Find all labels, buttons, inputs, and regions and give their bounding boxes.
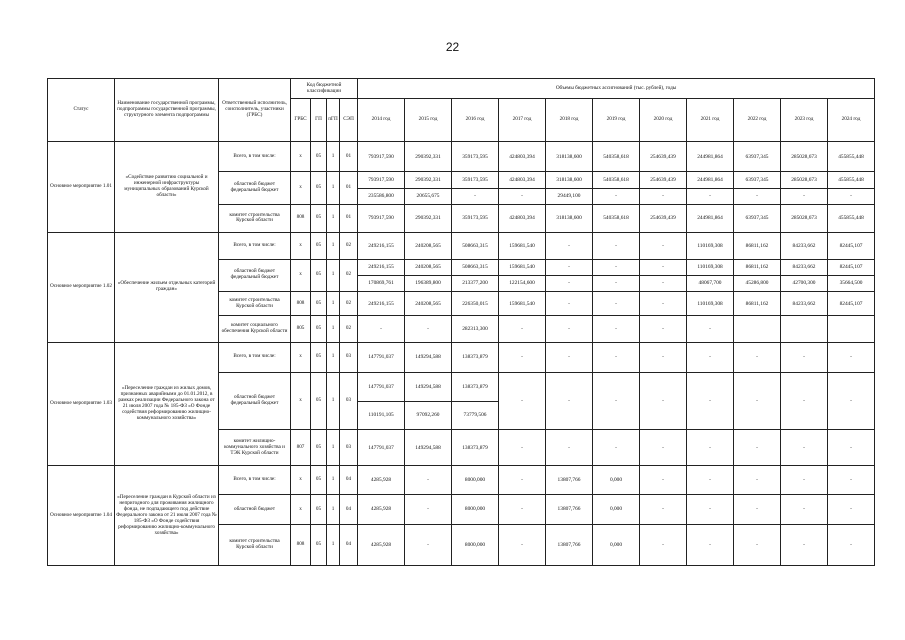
- value-cell: -: [781, 342, 828, 372]
- value-cell: 424803,394: [499, 204, 546, 232]
- value-cell: 359173,595: [452, 172, 499, 188]
- value-cell: -: [546, 275, 593, 291]
- code-gp: 05: [311, 172, 327, 204]
- code-pgp: 1: [327, 259, 340, 291]
- code-sep: 02: [340, 291, 358, 315]
- value-cell: 359173,595: [452, 141, 499, 171]
- value-cell: 84233,662: [781, 259, 828, 275]
- value-cell: 244981,864: [687, 141, 734, 171]
- value-cell: -: [640, 494, 687, 524]
- value-cell: 4285,928: [358, 525, 405, 566]
- value-cell: 254639,439: [640, 204, 687, 232]
- value-cell: -: [593, 429, 640, 466]
- table-row: [48, 466, 875, 494]
- code-pgp: 1: [327, 342, 340, 372]
- value-cell: 86811,162: [734, 259, 781, 275]
- value-cell: 0,000: [593, 494, 640, 524]
- value-cell: 35664,500: [828, 275, 875, 291]
- value-cell: 45286,800: [734, 275, 781, 291]
- code-sep: 04: [340, 494, 358, 524]
- code-pgp: 1: [327, 316, 340, 342]
- value-cell: -: [828, 494, 875, 524]
- header-year: 2014 год: [358, 99, 405, 142]
- code-sep: 04: [340, 466, 358, 494]
- value-cell: 8000,000: [452, 494, 499, 524]
- value-cell: 147791,037: [358, 342, 405, 372]
- value-cell: 249216,155: [358, 259, 405, 275]
- code-pgp: 1: [327, 494, 340, 524]
- value-cell: -: [687, 342, 734, 372]
- value-cell: -: [781, 429, 828, 466]
- value-cell: 318138,600: [546, 172, 593, 188]
- code-gp: 05: [311, 525, 327, 566]
- value-cell: -: [640, 259, 687, 275]
- code-grbs: х: [291, 373, 311, 430]
- value-cell: 540358,618: [593, 172, 640, 188]
- code-grbs: 808: [291, 525, 311, 566]
- value-cell: [828, 316, 875, 342]
- value-cell: 282313,300: [452, 316, 499, 342]
- code-grbs: х: [291, 466, 311, 494]
- value-cell: 149294,588: [405, 429, 452, 466]
- value-cell: 86811,162: [734, 291, 781, 315]
- value-cell: 793917,590: [358, 204, 405, 232]
- value-cell: -: [640, 373, 687, 430]
- value-cell: 285028,673: [781, 172, 828, 188]
- status-cell: Основное мероприятие 1.03: [48, 342, 115, 466]
- value-cell: -: [640, 188, 687, 204]
- value-cell: 170869,761: [358, 275, 405, 291]
- value-cell: -: [499, 466, 546, 494]
- value-cell: -: [499, 494, 546, 524]
- responsible-cell: Всего, в том числе:: [219, 141, 291, 171]
- value-cell: 240208,565: [405, 233, 452, 259]
- value-cell: 86811,162: [734, 233, 781, 259]
- responsible-cell: областной бюджет федеральный бюджет: [219, 259, 291, 291]
- value-cell: -: [640, 342, 687, 372]
- value-cell: 110169,308: [687, 291, 734, 315]
- code-sep: 02: [340, 259, 358, 291]
- value-cell: 424803,394: [499, 172, 546, 188]
- value-cell: 84233,662: [781, 291, 828, 315]
- value-cell: -: [734, 373, 781, 430]
- value-cell: 8000,000: [452, 466, 499, 494]
- value-cell: 254639,439: [640, 172, 687, 188]
- code-gp: 05: [311, 342, 327, 372]
- value-cell: 4285,928: [358, 466, 405, 494]
- code-grbs: х: [291, 494, 311, 524]
- value-cell: 138373,879: [452, 373, 499, 401]
- value-cell: -: [593, 233, 640, 259]
- value-cell: 290392,331: [405, 204, 452, 232]
- value-cell: 249216,155: [358, 233, 405, 259]
- value-cell: -: [640, 525, 687, 566]
- value-cell: -: [781, 373, 828, 430]
- code-grbs: 808: [291, 291, 311, 315]
- value-cell: -: [546, 233, 593, 259]
- value-cell: 63937,345: [734, 141, 781, 171]
- responsible-cell: комитет строительства Курской области: [219, 525, 291, 566]
- value-cell: -: [640, 275, 687, 291]
- value-cell: 13807,766: [546, 525, 593, 566]
- value-cell: 254639,439: [640, 141, 687, 171]
- value-cell: 508663,315: [452, 259, 499, 275]
- code-pgp: 1: [327, 204, 340, 232]
- value-cell: -: [546, 316, 593, 342]
- value-cell: -: [546, 342, 593, 372]
- value-cell: 147791,037: [358, 429, 405, 466]
- code-grbs: х: [291, 259, 311, 291]
- code-pgp: 1: [327, 525, 340, 566]
- value-cell: -: [640, 316, 687, 342]
- value-cell: -: [499, 188, 546, 204]
- value-cell: 63937,345: [734, 172, 781, 188]
- value-cell: -: [687, 373, 734, 430]
- value-cell: 138373,879: [452, 429, 499, 466]
- value-cell: -: [781, 188, 828, 204]
- value-cell: 13807,766: [546, 494, 593, 524]
- code-grbs: х: [291, 342, 311, 372]
- value-cell: -: [499, 373, 546, 430]
- code-sep: 01: [340, 141, 358, 171]
- value-cell: -: [687, 188, 734, 204]
- name-cell: «Обеспечение жильем отдельных категорий граждан»: [115, 233, 219, 343]
- code-pgp: 1: [327, 172, 340, 204]
- value-cell: -: [546, 373, 593, 430]
- value-cell: 244981,864: [687, 204, 734, 232]
- value-cell: 110169,308: [687, 259, 734, 275]
- code-gp: 05: [311, 494, 327, 524]
- budget-table: [47, 78, 875, 566]
- value-cell: 285028,673: [781, 204, 828, 232]
- value-cell: 159681,540: [499, 291, 546, 315]
- value-cell: 48067,700: [687, 275, 734, 291]
- code-sep: 02: [340, 233, 358, 259]
- code-sep: 01: [340, 172, 358, 204]
- code-gp: 05: [311, 204, 327, 232]
- responsible-cell: Всего, в том числе:: [219, 342, 291, 372]
- header-volume-group: Объемы бюджетных ассигнований (тыс. рублей), годы: [358, 79, 875, 99]
- header-year: 2015 год: [405, 99, 452, 142]
- code-pgp: 1: [327, 466, 340, 494]
- value-cell: -: [828, 373, 875, 430]
- value-cell: 213377,200: [452, 275, 499, 291]
- responsible-cell: областной бюджет федеральный бюджет: [219, 172, 291, 204]
- value-cell: -: [734, 466, 781, 494]
- code-pgp: 1: [327, 141, 340, 171]
- value-cell: 226350,015: [452, 291, 499, 315]
- value-cell: -: [593, 275, 640, 291]
- value-cell: -: [687, 316, 734, 342]
- value-cell: -: [687, 429, 734, 466]
- header-year: 2023 год: [781, 99, 828, 142]
- header-status: Статус: [48, 79, 115, 142]
- value-cell: -: [828, 188, 875, 204]
- value-cell: -: [593, 259, 640, 275]
- value-cell: 82445,107: [828, 259, 875, 275]
- value-cell: -: [640, 466, 687, 494]
- page-number: 22: [445, 40, 460, 54]
- value-cell: -: [734, 342, 781, 372]
- value-cell: -: [734, 429, 781, 466]
- value-cell: -: [640, 291, 687, 315]
- value-cell: 455855,448: [828, 172, 875, 188]
- value-cell: -: [405, 525, 452, 566]
- header-year: 2018 год: [546, 99, 593, 142]
- code-grbs: 808: [291, 204, 311, 232]
- value-cell: 196389,800: [405, 275, 452, 291]
- value-cell: -: [499, 342, 546, 372]
- value-cell: -: [593, 373, 640, 430]
- header-sep: СЭП: [340, 99, 358, 142]
- value-cell: -: [734, 494, 781, 524]
- value-cell: 359173,595: [452, 204, 499, 232]
- value-cell: 159681,540: [499, 233, 546, 259]
- value-cell: 240208,565: [405, 291, 452, 315]
- value-cell: -: [640, 429, 687, 466]
- code-gp: 05: [311, 429, 327, 466]
- value-cell: 793917,590: [358, 172, 405, 188]
- name-cell: «Переселение граждан из жилых домов, признанных аварийными до 01.01.2012, в рамках реализации Федерального закона от 21 июля 2007 года № 185-ФЗ «О Фонде содействия реформированию жилищно-коммунального хозяйства»: [115, 342, 219, 466]
- responsible-cell: комитет жилищно-коммунального хозяйства и ТЭК Курской области: [219, 429, 291, 466]
- value-cell: -: [781, 466, 828, 494]
- value-cell: 147791,037: [358, 373, 405, 401]
- responsible-cell: Всего, в том числе:: [219, 233, 291, 259]
- code-grbs: х: [291, 233, 311, 259]
- value-cell: -: [687, 494, 734, 524]
- code-pgp: 1: [327, 429, 340, 466]
- header-year: 2020 год: [640, 99, 687, 142]
- code-grbs: 805: [291, 316, 311, 342]
- value-cell: -: [781, 525, 828, 566]
- value-cell: 240208,565: [405, 259, 452, 275]
- value-cell: 285028,673: [781, 141, 828, 171]
- value-cell: 318138,600: [546, 141, 593, 171]
- value-cell: -: [358, 316, 405, 342]
- value-cell: 110169,308: [687, 233, 734, 259]
- code-grbs: 807: [291, 429, 311, 466]
- value-cell: -: [640, 233, 687, 259]
- header-year: 2019 год: [593, 99, 640, 142]
- responsible-cell: комитет социального обеспечения Курской области: [219, 316, 291, 342]
- value-cell: 244981,864: [687, 172, 734, 188]
- value-cell: [734, 316, 781, 342]
- value-cell: -: [405, 466, 452, 494]
- value-cell: 13807,766: [546, 466, 593, 494]
- value-cell: -: [546, 429, 593, 466]
- status-cell: Основное мероприятие 1.04: [48, 466, 115, 566]
- value-cell: 290392,331: [405, 172, 452, 188]
- value-cell: -: [452, 188, 499, 204]
- value-cell: 110191,105: [358, 401, 405, 429]
- value-cell: 159681,540: [499, 259, 546, 275]
- value-cell: 84233,662: [781, 233, 828, 259]
- value-cell: 73779,506: [452, 401, 499, 429]
- header-year: 2017 год: [499, 99, 546, 142]
- header-responsible: Ответственный исполнитель, соисполнитель, участники (ГРБС): [219, 79, 291, 142]
- value-cell: 149294,588: [405, 373, 452, 401]
- name-cell: «Содействие развитию социальной и инженерной инфраструктуры муниципальных образований Курской области»: [115, 141, 219, 232]
- value-cell: 455855,448: [828, 141, 875, 171]
- value-cell: 318138,600: [546, 204, 593, 232]
- code-sep: 03: [340, 373, 358, 430]
- value-cell: -: [499, 429, 546, 466]
- code-gp: 05: [311, 141, 327, 171]
- table-row: [48, 233, 875, 259]
- code-gp: 05: [311, 466, 327, 494]
- value-cell: 793917,590: [358, 141, 405, 171]
- table-row: [48, 141, 875, 171]
- header-row: [48, 79, 875, 99]
- value-cell: -: [828, 525, 875, 566]
- value-cell: [781, 316, 828, 342]
- table-row: [48, 342, 875, 372]
- responsible-cell: областной бюджет федеральный бюджет: [219, 373, 291, 430]
- code-gp: 05: [311, 291, 327, 315]
- value-cell: 455855,448: [828, 204, 875, 232]
- header-code-group: Код бюджетной классификации: [291, 79, 358, 99]
- responsible-cell: комитет строительства Курской области: [219, 291, 291, 315]
- value-cell: 4285,928: [358, 494, 405, 524]
- value-cell: 149294,588: [405, 342, 452, 372]
- code-grbs: х: [291, 141, 311, 171]
- value-cell: -: [781, 494, 828, 524]
- value-cell: 97092,260: [405, 401, 452, 429]
- value-cell: 82445,107: [828, 233, 875, 259]
- value-cell: 540358,618: [593, 204, 640, 232]
- header-year: 2016 год: [452, 99, 499, 142]
- header-name: Наименование государственной программы, подпрограммы государственной программы, структурного элемента подпрограммы: [115, 79, 219, 142]
- header-pgp: пГП: [327, 99, 340, 142]
- value-cell: 82445,107: [828, 291, 875, 315]
- value-cell: 42700,300: [781, 275, 828, 291]
- value-cell: 540358,618: [593, 141, 640, 171]
- value-cell: -: [828, 429, 875, 466]
- status-cell: Основное мероприятие 1.02: [48, 233, 115, 343]
- code-sep: 03: [340, 429, 358, 466]
- value-cell: 122154,600: [499, 275, 546, 291]
- code-sep: 03: [340, 342, 358, 372]
- code-gp: 05: [311, 373, 327, 430]
- value-cell: -: [687, 466, 734, 494]
- responsible-cell: комитет строительства Курской области: [219, 204, 291, 232]
- value-cell: 29449,100: [546, 188, 593, 204]
- value-cell: 8000,000: [452, 525, 499, 566]
- value-cell: -: [828, 466, 875, 494]
- responsible-cell: областной бюджет: [219, 494, 291, 524]
- value-cell: -: [546, 291, 593, 315]
- name-cell: «Переселение граждан в Курской области из непригодного для проживания жилищного фонда, не подпадающего под действие Федерального закона от 21 июля 2007 года № 185-ФЗ «О Фонде содействия реформированию жилищно-коммунального хозяйства»: [115, 466, 219, 566]
- value-cell: -: [687, 525, 734, 566]
- value-cell: -: [828, 342, 875, 372]
- value-cell: -: [593, 342, 640, 372]
- value-cell: 235586,800: [358, 188, 405, 204]
- header-gp: ГП: [311, 99, 327, 142]
- code-gp: 05: [311, 233, 327, 259]
- responsible-cell: Всего, в том числе:: [219, 466, 291, 494]
- value-cell: 249216,155: [358, 291, 405, 315]
- code-pgp: 1: [327, 373, 340, 430]
- value-cell: 20655,675: [405, 188, 452, 204]
- value-cell: -: [499, 316, 546, 342]
- value-cell: -: [593, 291, 640, 315]
- status-cell: Основное мероприятие 1.01: [48, 141, 115, 232]
- value-cell: 508663,315: [452, 233, 499, 259]
- value-cell: -: [593, 316, 640, 342]
- header-grbs: ГРБС: [291, 99, 311, 142]
- header-year: 2021 год: [687, 99, 734, 142]
- value-cell: 138373,879: [452, 342, 499, 372]
- code-gp: 05: [311, 259, 327, 291]
- header-year: 2022 год: [734, 99, 781, 142]
- code-gp: 05: [311, 316, 327, 342]
- value-cell: 0,000: [593, 466, 640, 494]
- code-pgp: 1: [327, 291, 340, 315]
- value-cell: -: [405, 494, 452, 524]
- header-year: 2024 год: [828, 99, 875, 142]
- code-sep: 04: [340, 525, 358, 566]
- code-grbs: х: [291, 172, 311, 204]
- value-cell: 290392,331: [405, 141, 452, 171]
- value-cell: 424803,394: [499, 141, 546, 171]
- value-cell: -: [734, 188, 781, 204]
- code-sep: 02: [340, 316, 358, 342]
- value-cell: -: [499, 525, 546, 566]
- value-cell: -: [593, 188, 640, 204]
- code-pgp: 1: [327, 233, 340, 259]
- value-cell: -: [405, 316, 452, 342]
- code-sep: 01: [340, 204, 358, 232]
- value-cell: 63937,345: [734, 204, 781, 232]
- value-cell: -: [734, 525, 781, 566]
- value-cell: -: [546, 259, 593, 275]
- value-cell: 0,000: [593, 525, 640, 566]
